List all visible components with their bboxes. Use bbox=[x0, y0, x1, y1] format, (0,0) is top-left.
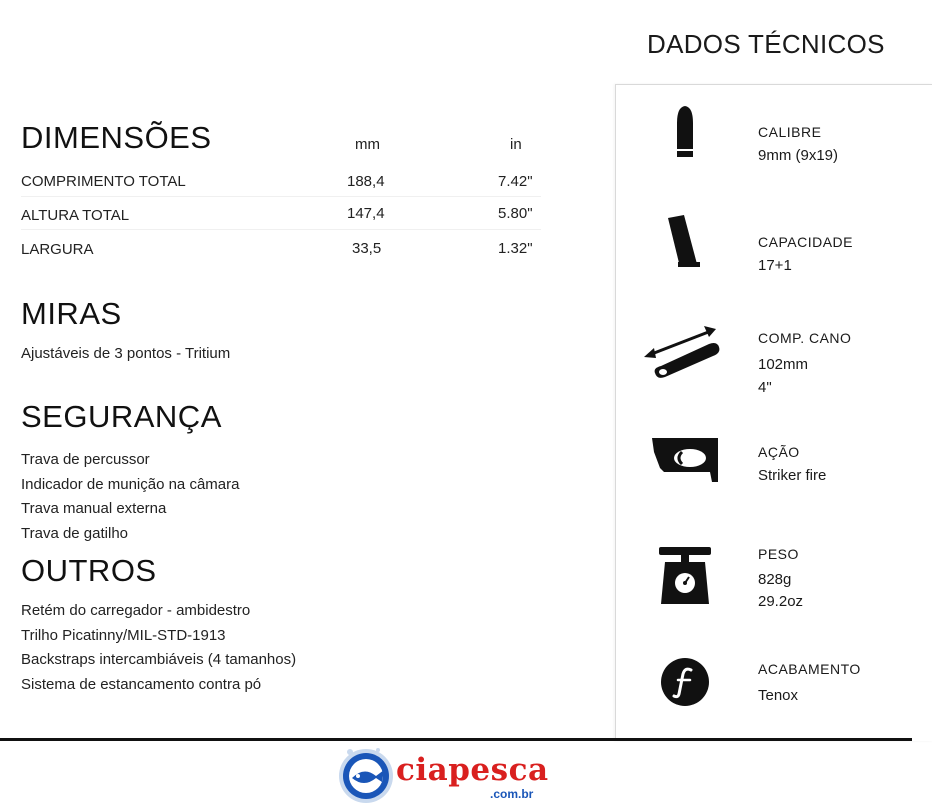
dimension-mm-value: 188,4 bbox=[347, 173, 385, 190]
spec-value: 102mm bbox=[758, 356, 809, 373]
unit-mm-header: mm bbox=[355, 136, 380, 153]
dimension-in-value: 1.32" bbox=[498, 240, 533, 257]
dimension-label: ALTURA TOTAL bbox=[21, 207, 130, 224]
spec-value: Tenox bbox=[758, 687, 799, 704]
others-title: OUTROS bbox=[21, 553, 157, 588]
finish-icon bbox=[661, 658, 709, 706]
dimension-label: LARGURA bbox=[21, 241, 94, 258]
row-divider bbox=[21, 196, 541, 197]
spec-value: Striker fire bbox=[758, 467, 827, 484]
technical-specs-panel bbox=[615, 84, 932, 741]
logo-domain: .com.br bbox=[490, 787, 534, 801]
spec-label: ACABAMENTO bbox=[758, 661, 861, 677]
barrel-icon bbox=[643, 322, 723, 380]
spec-label: CAPACIDADE bbox=[758, 234, 853, 250]
ciapesca-logo[interactable] bbox=[336, 746, 549, 806]
list-item: Trava de gatilho bbox=[21, 524, 129, 542]
sights-item: Ajustáveis de 3 pontos - Tritium bbox=[21, 345, 231, 362]
dimensions-title: DIMENSÕES bbox=[21, 120, 212, 155]
dimension-label: COMPRIMENTO TOTAL bbox=[21, 173, 186, 190]
bullet-icon bbox=[673, 105, 697, 159]
list-item: Sistema de estancamento contra pó bbox=[21, 675, 262, 693]
list-item: Trava de percussor bbox=[21, 451, 150, 468]
spec-label: CALIBRE bbox=[758, 124, 822, 140]
row-divider bbox=[21, 229, 541, 230]
list-item: Trava manual externa bbox=[21, 500, 167, 517]
unit-in-header: in bbox=[510, 136, 522, 153]
list-item: Backstraps intercambiáveis (4 tamanhos) bbox=[21, 651, 297, 668]
spec-value: 4" bbox=[758, 379, 772, 396]
spec-value: 828g bbox=[758, 571, 792, 588]
logo-wordmark: ciapesca bbox=[396, 752, 549, 788]
trigger-icon bbox=[652, 438, 718, 484]
list-item: Retém do carregador - ambidestro bbox=[21, 602, 251, 619]
spec-value: 17+1 bbox=[758, 257, 792, 274]
safety-list bbox=[21, 448, 239, 546]
spec-label: AÇÃO bbox=[758, 444, 800, 460]
page-title: DADOS TÉCNICOS bbox=[647, 29, 885, 59]
dimension-mm-value: 147,4 bbox=[347, 205, 385, 222]
fish-emblem-icon bbox=[336, 746, 398, 806]
spec-label: COMP. CANO bbox=[758, 330, 852, 346]
spec-value: 9mm (9x19) bbox=[758, 147, 839, 164]
spec-value: 29.2oz bbox=[758, 593, 804, 610]
scale-icon bbox=[659, 546, 711, 606]
spec-label: PESO bbox=[758, 546, 799, 562]
sights-title: MIRAS bbox=[21, 296, 122, 331]
magazine-icon bbox=[666, 214, 704, 268]
others-list bbox=[21, 599, 296, 697]
list-item: Trilho Picatinny/MIL-STD-1913 bbox=[21, 626, 226, 644]
dimension-in-value: 7.42" bbox=[498, 173, 533, 190]
safety-title: SEGURANÇA bbox=[21, 399, 222, 434]
dimension-mm-value: 33,5 bbox=[352, 240, 382, 257]
footer-divider bbox=[0, 738, 912, 741]
list-item: Indicador de munição na câmara bbox=[21, 475, 240, 493]
dimension-in-value: 5.80" bbox=[498, 205, 533, 222]
